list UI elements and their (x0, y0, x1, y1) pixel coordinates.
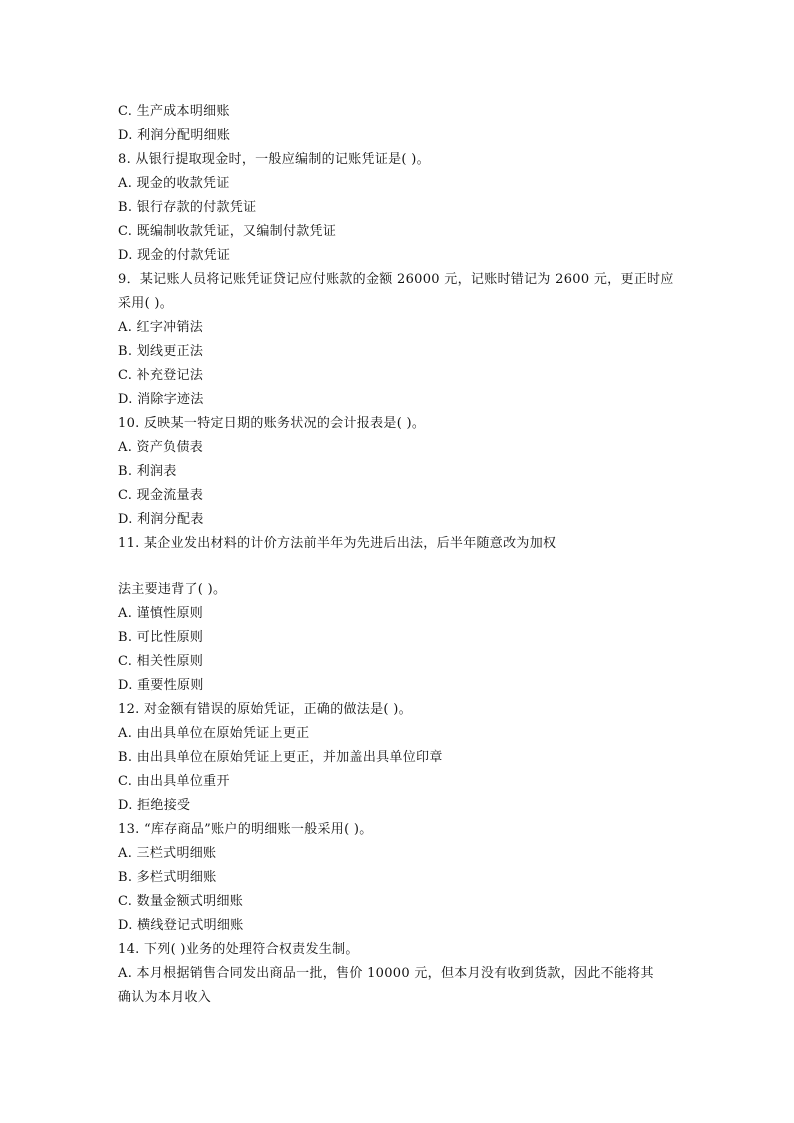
option-c-q9: C. 补充登记法 (118, 368, 204, 383)
option-b-q12: B. 由出具单位在原始凭证上更正，并加盖出具单位印章 (118, 750, 443, 765)
option-c-q13: C. 数量金额式明细账 (118, 894, 244, 909)
option-d-q7: D. 利润分配明细账 (118, 128, 231, 143)
option-c-q12: C. 由出具单位重开 (118, 774, 230, 789)
option-d-q13: D. 横线登记式明细账 (118, 918, 244, 933)
option-a-q11: A. 谨慎性原则 (118, 606, 204, 621)
question-9-cont: 采用( )。 (118, 296, 174, 311)
question-13: 13. “库存商品”账户的明细账一般采用( )。 (118, 822, 373, 837)
question-8: 8. 从银行提取现金时，一般应编制的记账凭证是( )。 (118, 152, 430, 167)
question-9: 9．某记账人员将记账凭证贷记应付账款的金额 26000 元，记账时错记为 2600 元，更正时应 (118, 272, 674, 287)
question-10: 10. 反映某一特定日期的账务状况的会计报表是( )。 (118, 416, 426, 431)
option-c-q10: C. 现金流量表 (118, 488, 204, 503)
question-12: 12. 对金额有错误的原始凭证，正确的做法是( )。 (118, 702, 412, 717)
option-c-q11: C. 相关性原则 (118, 654, 204, 669)
option-d-q9: D. 消除字迹法 (118, 392, 204, 407)
option-c-q8: C. 既编制收款凭证，又编制付款凭证 (118, 224, 337, 239)
option-a-q14-cont: 确认为本月收入 (118, 990, 212, 1005)
option-d-q8: D. 现金的付款凭证 (118, 248, 231, 263)
option-d-q12: D. 拒绝接受 (118, 798, 191, 813)
option-a-q8: A. 现金的收款凭证 (118, 176, 230, 191)
question-11: 11. 某企业发出材料的计价方法前半年为先进后出法，后半年随意改为加权 (118, 536, 557, 551)
option-d-q11: D. 重要性原则 (118, 678, 204, 693)
option-a-q12: A. 由出具单位在原始凭证上更正 (118, 726, 310, 741)
option-d-q10: D. 利润分配表 (118, 512, 204, 527)
option-a-q13: A. 三栏式明细账 (118, 846, 217, 861)
option-a-q9: A. 红字冲销法 (118, 320, 204, 335)
document-page (118, 100, 688, 1010)
question-11-cont: 法主要违背了( )。 (118, 582, 227, 597)
option-b-q9: B. 划线更正法 (118, 344, 204, 359)
option-c-q7: C. 生产成本明细账 (118, 104, 230, 119)
option-a-q10: A. 资产负债表 (118, 440, 204, 455)
question-14: 14. 下列( )业务的处理符合权责发生制。 (118, 942, 359, 957)
option-b-q13: B. 多栏式明细账 (118, 870, 217, 885)
option-a-q14: A. 本月根据销售合同发出商品一批，售价 10000 元，但本月没有收到货款，因此不能将其 (118, 966, 654, 981)
option-b-q11: B. 可比性原则 (118, 630, 204, 645)
paragraph-gap (118, 556, 688, 578)
option-b-q10: B. 利润表 (118, 464, 177, 479)
option-b-q8: B. 银行存款的付款凭证 (118, 200, 257, 215)
